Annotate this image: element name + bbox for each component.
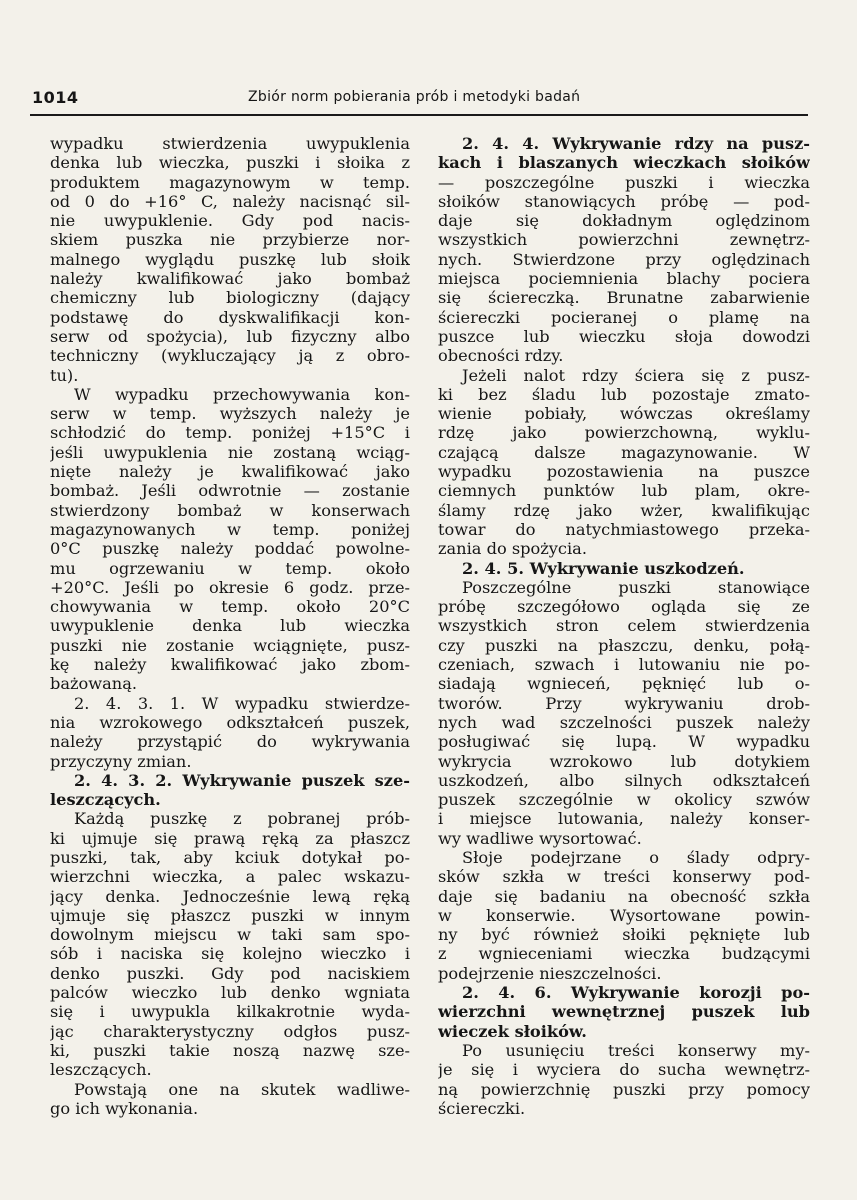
text-line: próbę szczegółowo ogląda się ze [438, 597, 810, 617]
text-line: miejsca pociemnienia blachy pociera [438, 269, 810, 289]
text-line: uszkodzeń, albo silnych odkształceń [438, 770, 810, 790]
text-line: stwierdzony bombaż w konserwach [50, 500, 410, 520]
text-line: nych wad szczelności puszek należy [438, 712, 810, 732]
text-line: magazynowanych w temp. poniżej [50, 519, 410, 539]
text-line: palców wieczko lub denko wgniata [50, 983, 410, 1003]
text-line: ki ujmuje się prawą ręką za płaszcz [50, 828, 410, 848]
text-line: czeniach, szwach i lutowaniu nie po- [438, 655, 810, 675]
page-header [30, 88, 808, 116]
text-line: wierzchni wewnętrznej puszek lub [438, 1002, 810, 1022]
text-line: tworów. Przy wykrywaniu drob- [438, 693, 810, 713]
text-line: ki, puszki takie noszą nazwę sze- [50, 1040, 410, 1060]
text-line: produktem magazynowym w temp. [50, 172, 410, 192]
text-line: serw od spożycia), lub fizyczny albo [50, 326, 410, 346]
text-line: wszystkich stron celem stwierdzenia [438, 616, 810, 636]
text-line: 2. 4. 3. 1. W wypadku stwierdze- [74, 693, 410, 713]
text-line: techniczny (wykluczający ją z obro- [50, 346, 410, 366]
text-line: chemiczny lub biologiczny (dający [50, 288, 410, 308]
text-line: wienie pobiały, wówczas określamy [438, 404, 810, 424]
text-line: 2. 4. 6. Wykrywanie korozji po- [462, 983, 810, 1003]
text-line: nia wzrokowego odkształceń puszek, [50, 712, 410, 732]
text-line: ściereczki. [438, 1098, 526, 1118]
text-line: od 0 do +16° C, należy nacisnąć sil- [50, 191, 410, 211]
text-line: je się i wyciera do sucha wewnętrz- [438, 1060, 810, 1080]
text-line: leszczących. [50, 790, 161, 810]
text-line: obecności rdzy. [438, 346, 564, 366]
text-line: należy przystąpić do wykrywania [50, 732, 410, 752]
text-line: towar do natychmiastowego przeka- [438, 519, 810, 539]
text-line: czającą dalsze magazynowanie. W [438, 442, 810, 462]
text-line: kę należy kwalifikować jako zbom- [50, 655, 410, 675]
left-text-column [50, 134, 410, 1118]
text-line: zania do spożycia. [438, 539, 587, 559]
text-line: ki bez śladu lub pozostaje zmato- [438, 384, 810, 404]
text-line: Słoje podejrzane o ślady odpry- [462, 847, 810, 867]
text-line: — poszczególne puszki i wieczka [438, 172, 810, 192]
text-line: Poszczególne puszki stanowiące [462, 577, 810, 597]
text-line: przyczyny zmian. [50, 751, 192, 771]
text-line: ujmuje się płaszcz puszki w innym [50, 905, 410, 925]
text-line: Powstają one na skutek wadliwe- [74, 1079, 410, 1099]
text-line: sków szkła w treści konserwy pod- [438, 867, 810, 887]
text-line: puszek szczególnie w okolicy szwów [438, 790, 810, 810]
text-line: denka lub wieczka, puszki i słoika z [50, 153, 410, 173]
text-line: wypadku stwierdzenia uwypuklenia [50, 134, 410, 153]
text-line: dowolnym miejscu w taki sam spo- [50, 925, 410, 945]
text-line: Jeżeli nalot rdzy ściera się z pusz- [462, 365, 810, 385]
text-line: ny być również słoiki pęknięte lub [438, 925, 810, 945]
text-line: czy puszki na płaszczu, denku, połą- [438, 635, 810, 655]
text-line: siadają wgnieceń, pęknięć lub o- [438, 674, 810, 694]
text-line: ściereczki pocieranej o plamę na [438, 307, 810, 327]
text-line: tu). [50, 365, 79, 385]
text-line: wieczek słoików. [438, 1021, 587, 1041]
text-line: chowywania w temp. około 20°C [50, 597, 410, 617]
text-line: się ściereczką. Brunatne zabarwienie [438, 288, 810, 308]
text-line: rdzę jako powierzchowną, wyklu- [438, 423, 810, 443]
text-line: leszczących. [50, 1060, 152, 1080]
text-line: nięte należy je kwalifikować jako [50, 462, 410, 482]
text-line: i miejsce lutowania, należy konser- [438, 809, 810, 829]
text-line: go ich wykonania. [50, 1098, 199, 1118]
text-line: wierzchni wieczka, a palec wskazu- [50, 867, 410, 887]
text-line: w konserwie. Wysortowane powin- [438, 905, 810, 925]
text-line: z wgnieceniami wieczka budzącymi [438, 944, 810, 964]
text-line: sób i naciska się kolejno wieczko i [50, 944, 410, 964]
text-line: ną powierzchnię puszki przy pomocy [438, 1079, 810, 1099]
text-line: skiem puszka nie przybierze nor- [50, 230, 410, 250]
text-line: puszki, tak, aby kciuk dotykał po- [50, 847, 410, 867]
text-line: się i uwypukla kilkakrotnie wyda- [50, 1002, 410, 1022]
page-number: 1014 [32, 88, 79, 107]
text-line: ślamy rdzę jako wżer, kwalifikując [438, 500, 810, 520]
text-line: wykrycia wzrokowo lub dotykiem [438, 751, 810, 771]
text-line: malnego wyglądu puszkę lub słoik [50, 249, 410, 269]
text-line: należy kwalifikować jako bombaż [50, 269, 410, 289]
text-line: wypadku pozostawienia na puszce [438, 462, 810, 482]
text-line: wszystkich powierzchni zewnętrz- [438, 230, 810, 250]
text-line: serw w temp. wyższych należy je [50, 404, 410, 424]
text-line: bażowaną. [50, 674, 138, 694]
text-line: 2. 4. 5. Wykrywanie uszkodzeń. [462, 558, 745, 578]
text-line: podstawę do dyskwalifikacji kon- [50, 307, 410, 327]
text-line: wy wadliwe wysortować. [438, 828, 642, 848]
text-line: 0°C puszkę należy poddać powolne- [50, 539, 410, 559]
running-title: Zbiór norm pobierania prób i metodyki badań [248, 89, 581, 105]
text-line: bombaż. Jeśli odwrotnie — zostanie [50, 481, 410, 501]
text-line: posługiwać się lupą. W wypadku [438, 732, 810, 752]
text-line: nie uwypuklenie. Gdy pod nacis- [50, 211, 410, 231]
text-line: puszce lub wieczku słoja dowodzi [438, 326, 810, 346]
text-line: 2. 4. 3. 2. Wykrywanie puszek sze- [74, 770, 410, 790]
text-line: Po usunięciu treści konserwy my- [462, 1040, 810, 1060]
text-line: podejrzenie nieszczelności. [438, 963, 662, 983]
text-line: puszki nie zostanie wciągnięte, pusz- [50, 635, 410, 655]
text-line: Każdą puszkę z pobranej prób- [74, 809, 410, 829]
text-line: nych. Stwierdzone przy oględzinach [438, 249, 810, 269]
text-line: W wypadku przechowywania kon- [74, 384, 410, 404]
text-line: schłodzić do temp. poniżej +15°C i [50, 423, 410, 443]
text-line: 2. 4. 4. Wykrywanie rdzy na pusz- [462, 134, 810, 153]
text-line: daje się badaniu na obecność szkła [438, 886, 810, 906]
text-line: kach i blaszanych wieczkach słoików [438, 153, 810, 173]
right-text-column [438, 134, 810, 1118]
text-line: denko puszki. Gdy pod naciskiem [50, 963, 410, 983]
text-line: daje się dokładnym oględzinom [438, 211, 810, 231]
text-line: słoików stanowiących próbę — pod- [438, 191, 810, 211]
text-line: jący denka. Jednocześnie lewą ręką [50, 886, 410, 906]
text-line: jąc charakterystyczny odgłos pusz- [50, 1021, 410, 1041]
text-line: uwypuklenie denka lub wieczka [50, 616, 410, 636]
text-line: +20°C. Jeśli po okresie 6 godz. prze- [50, 577, 410, 597]
text-line: jeśli uwypuklenia nie zostaną wciąg- [50, 442, 410, 462]
text-line: mu ogrzewaniu w temp. około [50, 558, 410, 578]
text-line: ciemnych punktów lub plam, okre- [438, 481, 810, 501]
